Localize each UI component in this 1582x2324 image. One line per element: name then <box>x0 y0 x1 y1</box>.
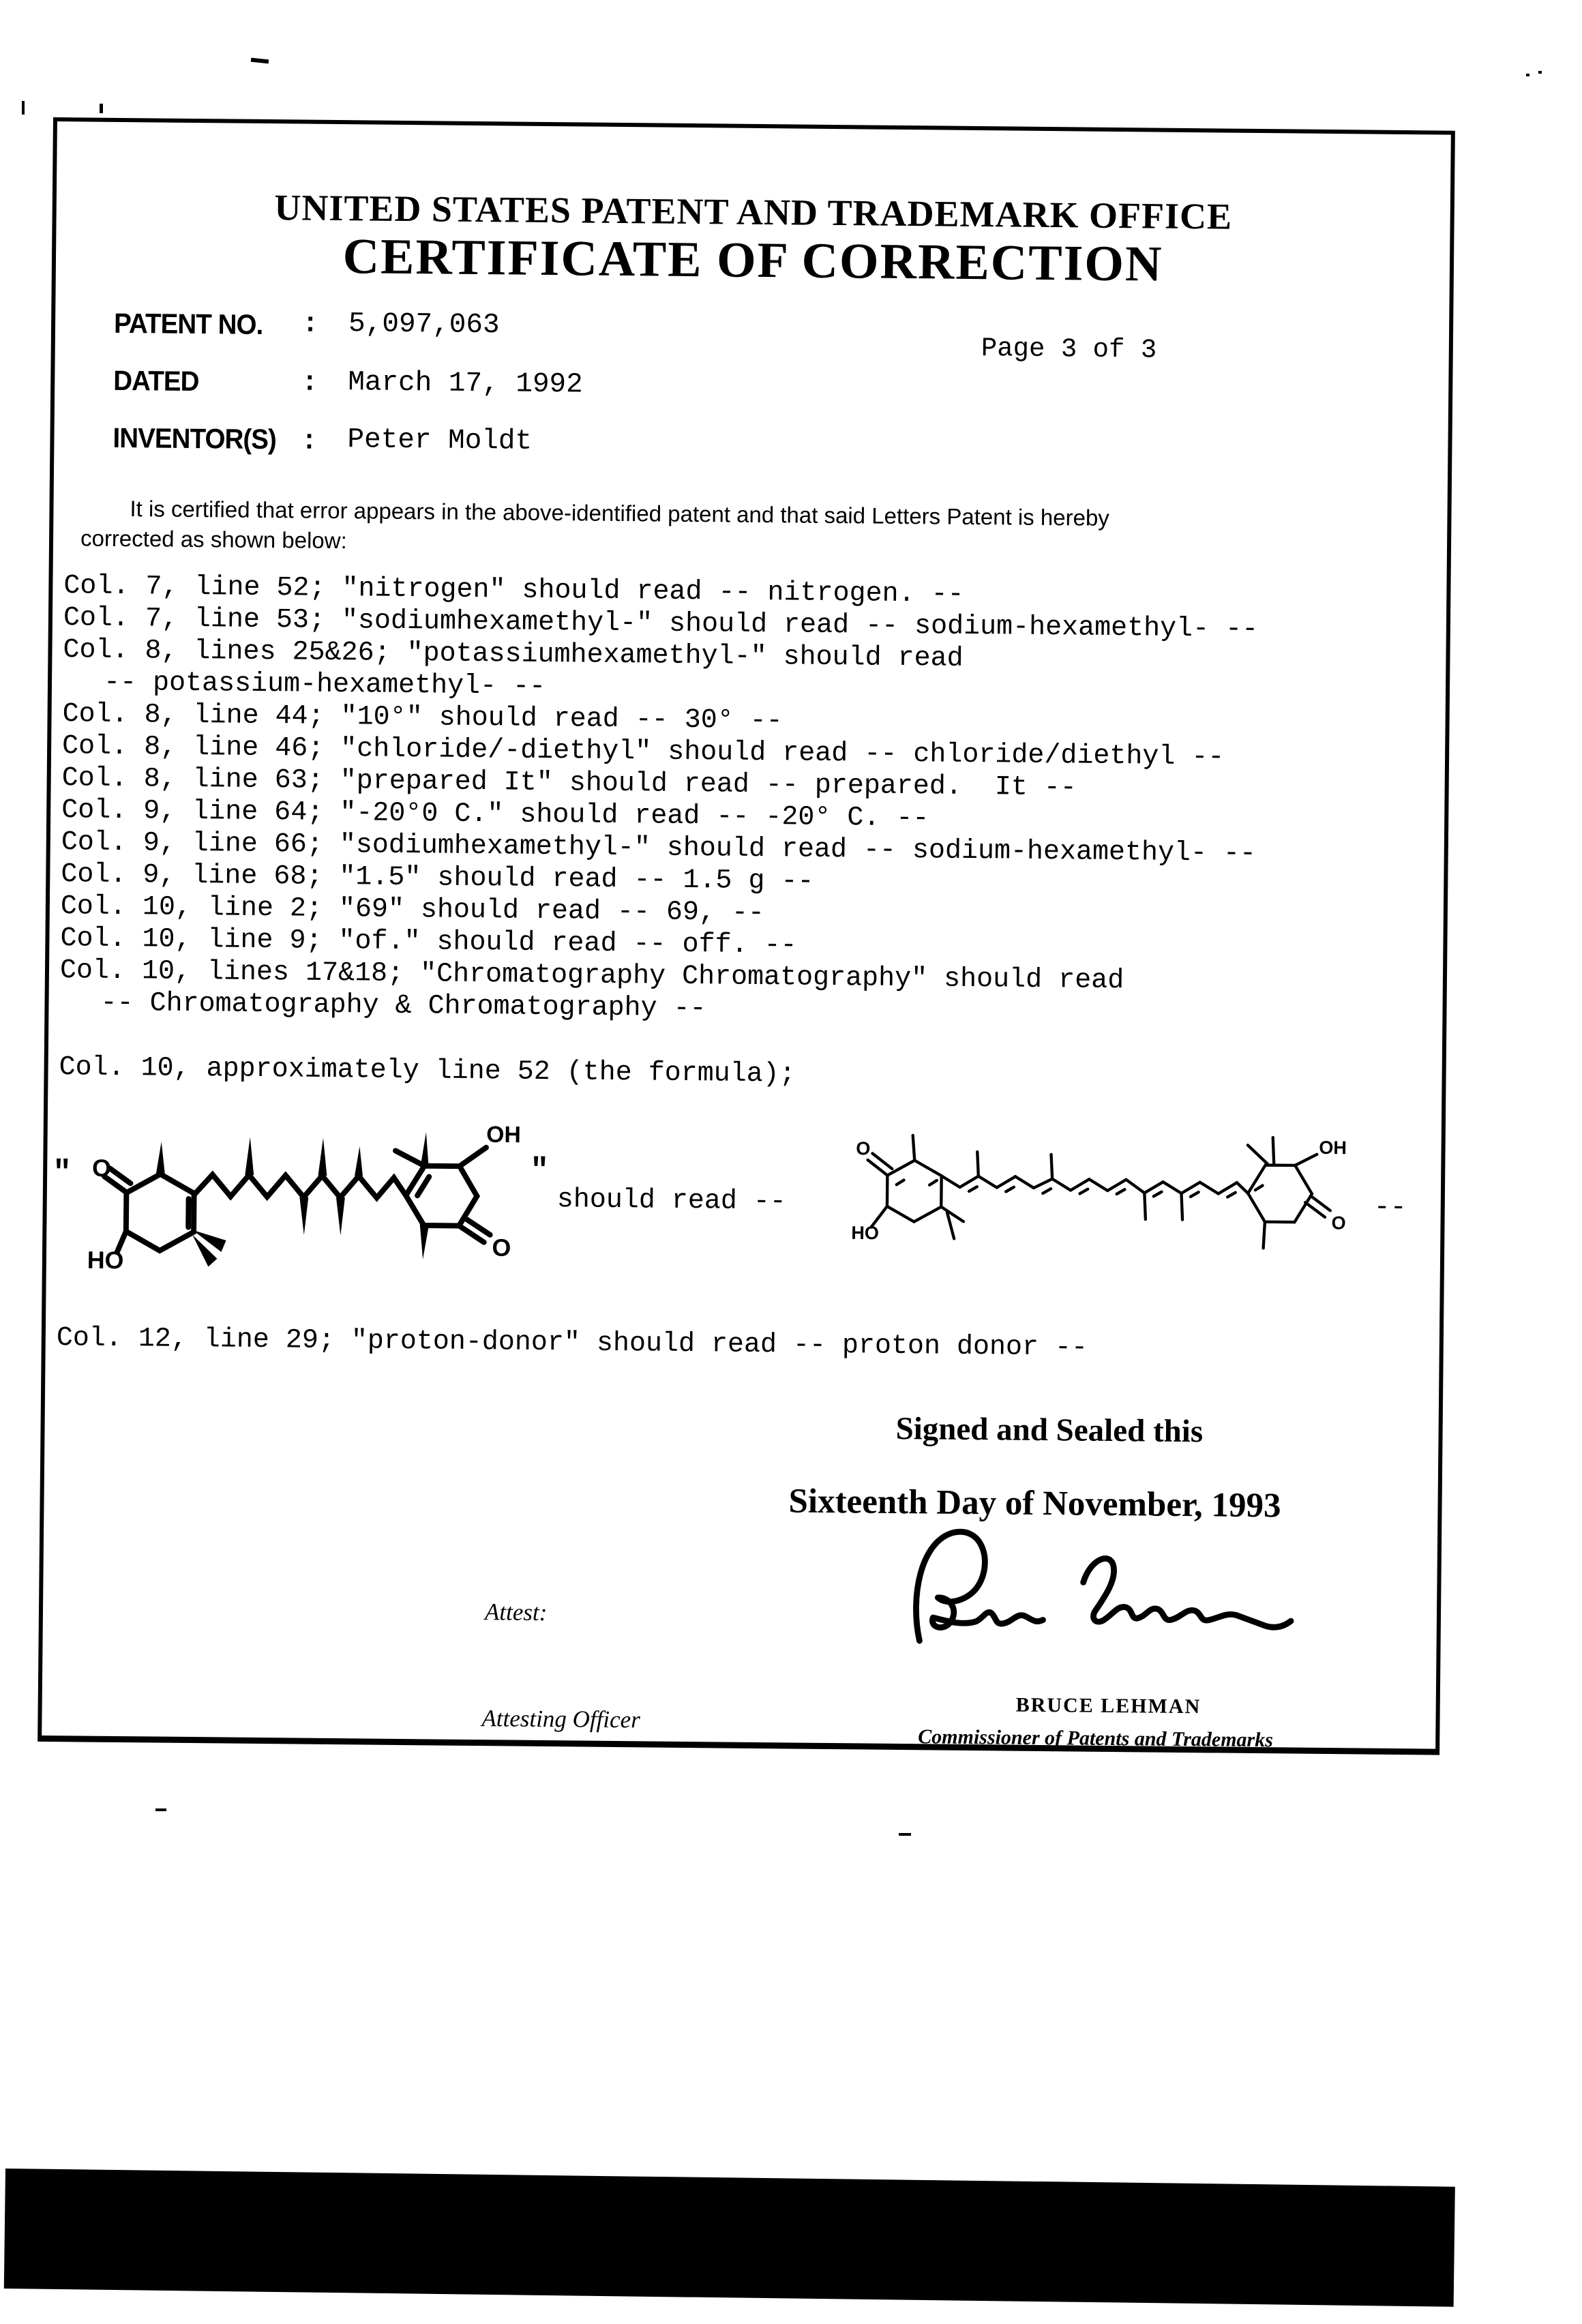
certification-line-1: It is certified that error appears in the above-identified patent and that said Letters Patent is hereby <box>130 496 1109 531</box>
scan-artifact <box>1538 71 1542 74</box>
correction-line: Col. 10, line 9; "of." should read -- off. -- <box>60 923 797 962</box>
dated-value: March 17, 1992 <box>348 367 583 401</box>
correction-line: Col. 7, line 52; "nitrogen" should read -- nitrogen. -- <box>63 571 964 610</box>
scan-artifact <box>155 1808 166 1811</box>
atom-label: OH <box>1319 1136 1347 1159</box>
correction-line: Col. 9, line 66; "sodiumhexamethyl-" should read -- sodium-hexamethyl- -- <box>61 827 1257 869</box>
attesting-officer-title: Attesting Officer <box>481 1705 640 1733</box>
correction-line: Col. 7, line 53; "sodiumhexamethyl-" should read -- sodium-hexamethyl- -- <box>63 603 1259 645</box>
atom-label: O <box>91 1154 112 1182</box>
scan-artifact <box>22 101 25 115</box>
scan-artifact <box>100 104 103 113</box>
commissioner-title: Commissioner of Patents and Trademarks <box>918 1725 1274 1752</box>
certification-line-2: corrected as shown below: <box>80 525 347 554</box>
correction-line: Col. 10, approximately line 52 (the formula); <box>59 1052 796 1090</box>
scan-artifact <box>1526 74 1529 76</box>
atom-label: O <box>1331 1212 1346 1234</box>
chemical-structure-left <box>82 1105 531 1290</box>
signature-script <box>881 1517 1298 1668</box>
should-read-text: should read -- <box>556 1185 787 1218</box>
trailing-dashes: -- <box>1373 1192 1407 1224</box>
correction-line: -- Chromatography & Chromatography -- <box>100 987 706 1025</box>
signer-name: BRUCE LEHMAN <box>1015 1693 1202 1718</box>
correction-line: Col. 8, line 44; "10°" should read -- 30° -- <box>62 699 783 737</box>
colon: : <box>301 426 318 458</box>
attest-label: Attest: <box>484 1598 548 1626</box>
colon: : <box>301 309 319 340</box>
correction-line: Col. 8, line 46; "chloride/-diethyl" should read -- chloride/diethyl -- <box>61 731 1225 773</box>
scan-black-bar <box>4 2169 1455 2307</box>
atom-label: O <box>856 1137 871 1159</box>
inventors-label: INVENTOR(S) <box>113 421 277 456</box>
correction-line: Col. 10, line 2; "69" should read -- 69, -- <box>60 891 765 929</box>
correction-line: Col. 10, lines 17&18; "Chromatography Chromatography" should read <box>59 955 1124 997</box>
patent-no-value: 5,097,063 <box>348 308 500 342</box>
atom-label: HO <box>87 1246 124 1275</box>
atom-label: O <box>492 1234 511 1262</box>
dated-label: DATED <box>113 364 199 398</box>
inventors-value: Peter Moldt <box>347 424 533 458</box>
seal-date-text: Sixteenth Day of November, 1993 <box>788 1482 1281 1525</box>
correction-line: Col. 8, lines 25&26; "potassiumhexamethyl-" should read <box>63 635 964 674</box>
chemical-structure-right <box>851 1119 1354 1284</box>
colon: : <box>301 368 318 399</box>
patent-no-label: PATENT NO. <box>113 307 263 340</box>
correction-line: Col. 12, line 29; "proton-donor" should read -- proton donor -- <box>56 1323 1088 1364</box>
open-quote: " <box>52 1155 72 1191</box>
scan-artifact <box>251 58 269 64</box>
correction-line: -- potassium-hexamethyl- -- <box>103 667 546 702</box>
correction-line: Col. 9, line 68; "1.5" should read -- 1.5 g -- <box>61 859 814 897</box>
page-indicator: Page 3 of 3 <box>981 333 1157 366</box>
certificate-border-box <box>38 117 1455 1755</box>
atom-label: HO <box>851 1221 880 1244</box>
scan-artifact <box>899 1833 911 1836</box>
correction-line: Col. 9, line 64; "-20°0 C." should read -- -20° C. -- <box>61 795 929 835</box>
atom-label: OH <box>486 1121 521 1148</box>
signed-sealed-text: Signed and Sealed this <box>895 1410 1204 1450</box>
close-quote: " <box>529 1152 550 1189</box>
certificate-title: CERTIFICATE OF CORRECTION <box>342 228 1163 293</box>
office-name: UNITED STATES PATENT AND TRADEMARK OFFICE <box>274 187 1233 237</box>
correction-line: Col. 8, line 63; "prepared It" should read -- prepared. It -- <box>61 763 1077 804</box>
